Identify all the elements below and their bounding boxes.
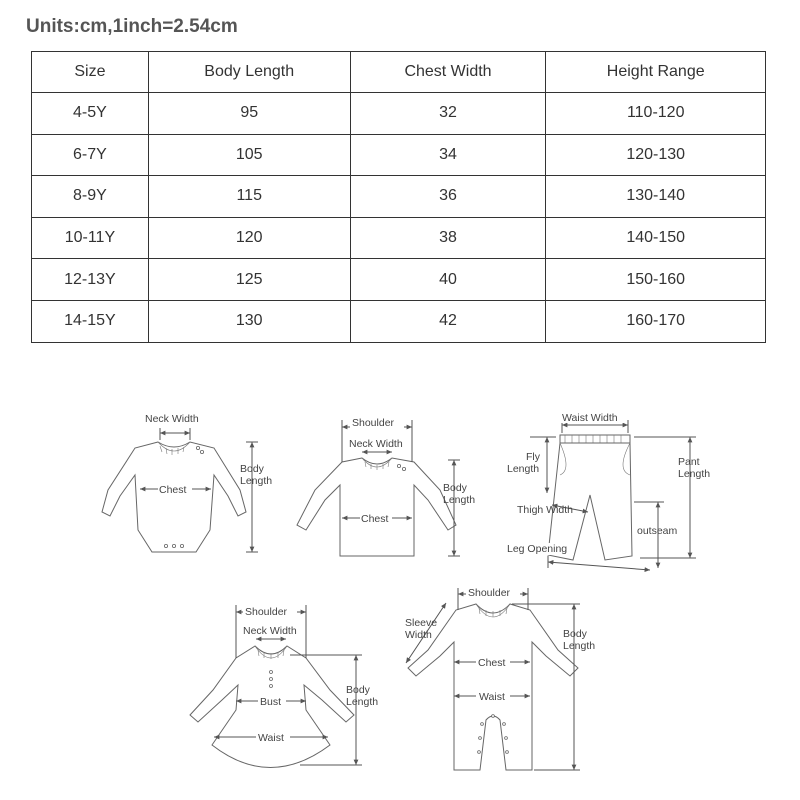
bodysuit-body-label: Body [240, 463, 264, 475]
pants-pant-label: Pant [678, 456, 700, 468]
cell-size: 10-11Y [32, 217, 149, 259]
cell-size: 12-13Y [32, 259, 149, 301]
cell-height-range: 110-120 [546, 93, 766, 135]
cell-size: 6-7Y [32, 134, 149, 176]
cell-height-range: 160-170 [546, 300, 766, 342]
cell-height-range: 130-140 [546, 176, 766, 218]
cell-size: 8-9Y [32, 176, 149, 218]
top-body-label: Body [443, 482, 467, 494]
romper-waist-label: Waist [479, 691, 505, 703]
cell-body-length: 130 [148, 300, 350, 342]
top-neck-width-label: Neck Width [349, 438, 403, 450]
table-row [32, 217, 766, 259]
dress-body-label: Body [346, 684, 370, 696]
cell-size: 4-5Y [32, 93, 149, 135]
table-row [32, 300, 766, 342]
cell-height-range: 150-160 [546, 259, 766, 301]
pants-thigh-width-label: Thigh Width [517, 504, 574, 516]
cell-body-length: 105 [148, 134, 350, 176]
cell-chest-width: 34 [350, 134, 546, 176]
cell-body-length: 120 [148, 217, 350, 259]
bodysuit-neck-width-label: Neck Width [145, 413, 199, 425]
header-body-length: Body Length [148, 52, 350, 93]
bodysuit-length-label: Length [240, 475, 273, 487]
dress-shoulder-label: Shoulder [245, 606, 288, 618]
pants-fly-length-label: Length [507, 463, 540, 475]
top-diagram [297, 417, 475, 556]
size-chart-table [31, 51, 766, 343]
dress-waist-label: Waist [258, 732, 284, 744]
bodysuit-diagram [102, 413, 272, 552]
cell-size: 14-15Y [32, 300, 149, 342]
units-note: Units:cm,1inch=2.54cm [26, 16, 238, 37]
cell-body-length: 95 [148, 93, 350, 135]
cell-chest-width: 36 [350, 176, 546, 218]
pants-pant-length-label: Length [678, 468, 711, 480]
cell-chest-width: 32 [350, 93, 546, 135]
romper-width-label: Width [405, 629, 432, 641]
cell-height-range: 120-130 [546, 134, 766, 176]
dress-neck-width-label: Neck Width [243, 625, 297, 637]
dress-bust-label: Bust [260, 696, 282, 708]
table-row [32, 134, 766, 176]
bodysuit-chest-label: Chest [159, 484, 187, 496]
measurement-diagrams [0, 380, 800, 800]
cell-chest-width: 42 [350, 300, 546, 342]
top-chest-label: Chest [361, 513, 389, 525]
header-chest-width: Chest Width [350, 52, 546, 93]
dress-diagram [190, 605, 378, 768]
romper-chest-label: Chest [478, 657, 506, 669]
pants-waist-width-label: Waist Width [562, 412, 618, 424]
pants-diagram [506, 412, 710, 570]
header-size: Size [32, 52, 149, 93]
romper-body-label: Body [563, 628, 587, 640]
pants-fly-label: Fly [526, 451, 540, 463]
cell-height-range: 140-150 [546, 217, 766, 259]
cell-chest-width: 38 [350, 217, 546, 259]
cell-body-length: 125 [148, 259, 350, 301]
cell-chest-width: 40 [350, 259, 546, 301]
top-shoulder-label: Shoulder [352, 417, 395, 429]
pants-leg-opening-label: Leg Opening [507, 543, 568, 555]
dress-length-label: Length [346, 696, 379, 708]
romper-length-label: Length [563, 640, 596, 652]
table-row [32, 93, 766, 135]
table-row [32, 259, 766, 301]
header-height-range: Height Range [546, 52, 766, 93]
top-length-label: Length [443, 494, 476, 506]
table-row [32, 176, 766, 218]
romper-sleeve-label: Sleeve [405, 617, 438, 629]
table-header-row [32, 52, 766, 93]
pants-outseam-label: outseam [637, 525, 678, 537]
cell-body-length: 115 [148, 176, 350, 218]
romper-diagram [405, 587, 595, 770]
romper-shoulder-label: Shoulder [468, 587, 511, 599]
